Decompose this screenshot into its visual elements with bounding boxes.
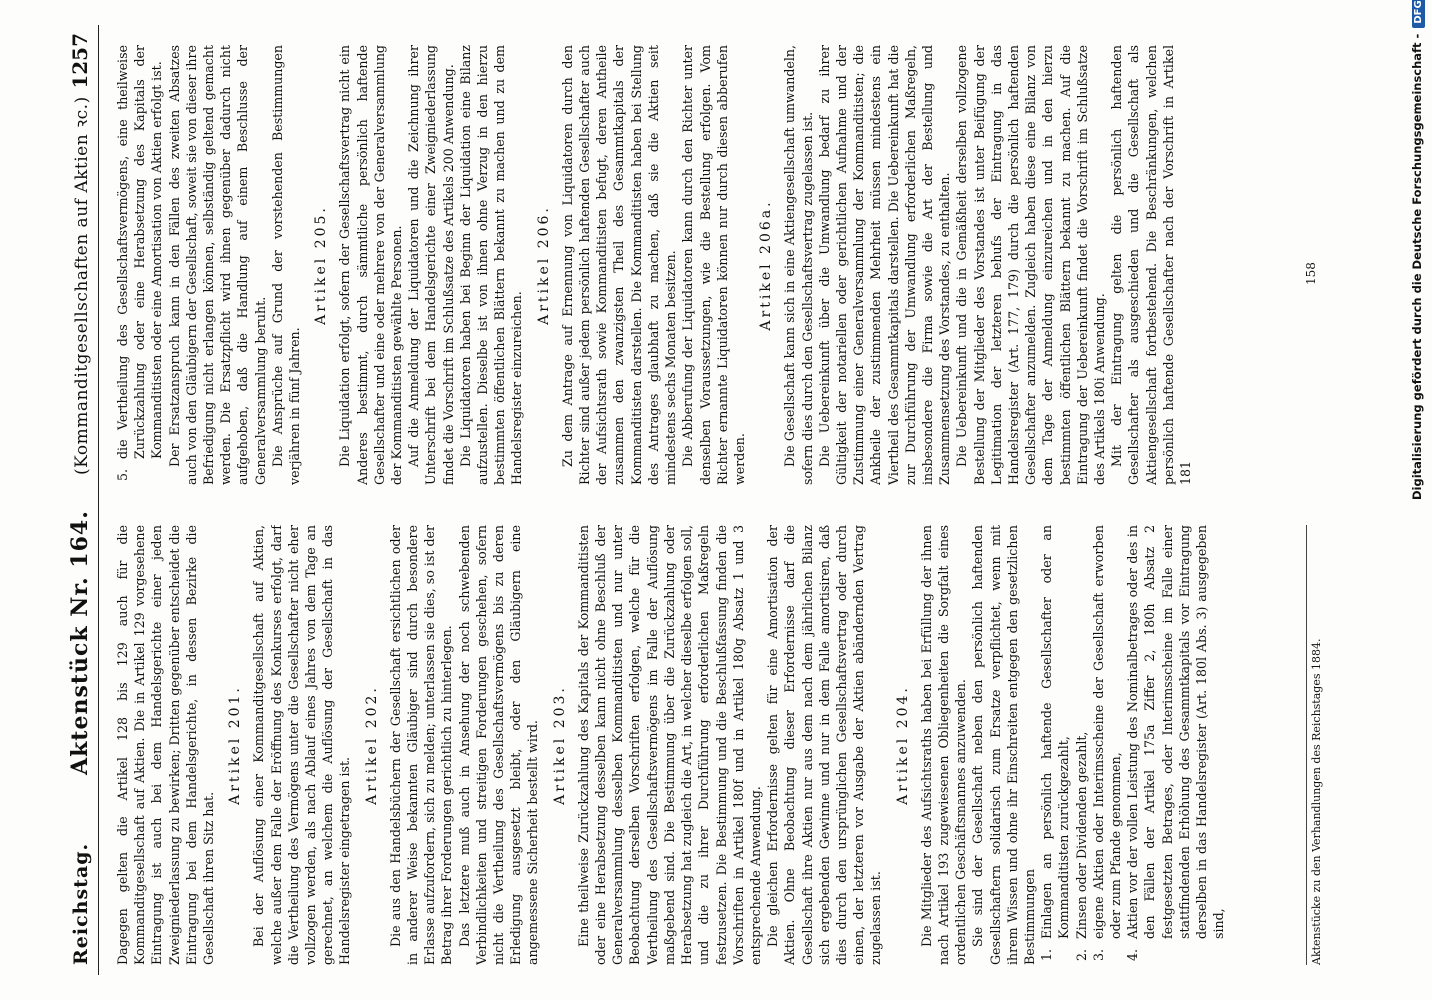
paragraph: Zu dem Antrage auf Ernennung von Liquidatoren durch den Richter sind außer jedem persönlich haftenden Gesellschafter auch der Aufsichtsrath sowie Kommanditisten befugt, deren Antheile zusammen den zwanzigsten Theil des Gesammtkapitals der Kommanditisten darstellen. Die Kommanditisten haben bei Stellung des Antrages glaubhaft zu machen, daß sie die Aktien seit mindestens sechs Monaten besitzen. [559,45,679,485]
paragraph: Der Ersatzanspruch kann in den Fällen des zweiten Absatzes auch von den Gläubigern der Gesellschaft, soweit sie von dieser ihre Befriedigung nicht erlangen können, selbständig geltend gemacht werden. Die Ersatzpflicht wird ihnen gegenüber dadurch nicht aufgehoben, daß die Handlung auf einem Beschlusse der Generalversammlung beruht. [166,45,268,485]
signature-mark: 158 [1304,262,1318,285]
article-heading: Artikel 202. [363,685,380,805]
scanned-page [40,25,1340,975]
article-heading: Artikel 206a. [758,199,775,331]
article-heading: Artikel 203. [551,685,568,805]
list-number: 1. [1039,948,1055,961]
paragraph: Die Mitglieder des Aufsichtsraths haben bei Erfüllung der ihnen nach Artikel 193 zugewiesenen Obliegenheiten die Sorgfalt eines ordentlichen Geschäftsmannes anzuwenden. [918,525,969,965]
header-right: (Kommanditgesellschaften auf Aktien ꝛc.) [72,96,92,475]
list-number: 3. [1090,948,1106,961]
paragraph: Sie sind der Gesellschaft neben den persönlich haftenden Gesellschaftern solidarisch zum Ersatze verpflichtet, wenn mit ihrem Wissen und ohne ihr Einschreiten entgegen den gesetzlichen Bestimmungen [970,525,1037,965]
paragraph: Eine theilweise Zurückzahlung des Kapitals der Kommanditisten oder eine Herabsetzung desselben kann nicht ohne Beschluß der Generalversammlung desselben Kommanditisten und nur unter Beobachtung derselben Vorschriften erfolgen, welche für die Vertheilung des Gesellschaftsvermögens im Falle der Auflösung maßgebend sind. Die Bestimmung über die Zurückzahlung oder Herabsetzung hat zugleich die Art, in welcher dieselbe erfolgen soll, und die zu ihrer Durchführung erforderlichen Maßregeln festzusetzen. Die Bestimmung und die Beschlußfassung finden die Vorschriften in Artikel 180f und in Artikel 180g Absatz 1 und 3 entsprechende Anwendung. [575,525,763,965]
list-number: 5. [115,468,130,481]
paragraph: Auf die Anmeldung der Liquidatoren und die Zeichnung ihrer Unterschrift bei dem Handelsgerichte einer Zweigniederlassung findet die Vorschrift im Schlußsatze des Artikels 200 Anwendung. [406,45,456,485]
article-heading: Artikel 201. [227,685,244,805]
side-note-text [1410,0,1425,500]
paragraph: Die Gesellschaft kann sich in eine Aktiengesellschaft umwandeln, sofern dies durch den Gesellschaftsvertrag zugelassen ist. [782,45,815,485]
list-text: die Vertheilung des Gesellschaftsvermögens, eine theilweise Zurückzahlung oder eine Herabsetzung des Kapitals der Kommanditisten oder eine Amortisation von Aktien erfolgt ist. [115,45,165,459]
header-center: Aktenstück Nr. 164. [67,510,93,775]
list-item [1124,525,1227,965]
paragraph: Die Abberufung der Liquidatoren kann durch den Richter unter denselben Voraussetzungen, wie die Bestellung erfolgen. Vom Richter ernannte Liquidatoren können nur durch diesen abberufen werden. [680,45,747,485]
paragraph: Mit der Eintragung gelten die persönlich haftenden Gesellschafter als ausgeschieden und die Gesellschaft als Aktiengesellschaft fortbestehend. Die Beschränkungen, welchen persönlich haftende Gesellschafter nach der Vorschrift in Artikel 181 [1109,45,1193,485]
article-heading: Artikel 206. [535,205,552,325]
paragraph: Die Liquidatoren haben bei Beginn der Liquidation eine Bilanz aufzustellen. Dieselbe ist von ihnen ohne Verzug in den hierzu bestimmten öffentlichen Blättern bekannt zu machen und zu dem Handelsregister einzureichen. [457,45,525,485]
left-column [114,525,1304,965]
list-text: eigene Aktien oder Interimsscheine der Gesellschaft erworben oder zum Pfande genommen, [1090,525,1123,939]
article-heading: Artikel 205. [313,205,330,325]
list-text: Einlagen an persönlich haftende Gesellschafter oder an Kommanditisten zurückgezahlt, [1039,525,1072,939]
header-left: Reichstag. [70,842,92,965]
article-heading: Artikel 204. [894,685,911,805]
right-column [114,45,1304,485]
list-item [1073,525,1090,965]
numbered-list [114,45,166,485]
paragraph: Bei der Auflösung einer Kommanditgesellschaft auf Aktien, welche außer dem Falle der Eröffnung des Konkurses erfolgt, darf die Vertheilung des Vermögens unter die Gesellschafter nicht eher vollzogen werden, als nach Ablauf eines Jahres von dem Tage an gerechnet, an welchem die Auflösung der Gesellschaft in das Handelsregister eingetragen ist. [251,525,353,965]
page-number: 1257 [68,33,92,89]
dfg-logo: DFG [1412,0,1425,28]
digitization-credit: Digitalisierung gefördert durch die Deutsche Forschungsgemeinschaft - [1410,33,1424,500]
list-text: Aktien vor der vollen Leistung des Nominalbetrages oder des in den Fällen der Artikel 175a Ziffer 2, 180h Absatz 2 festgesetzten Betrages, oder Interimsscheine im Falle einer stattfindenden Erhöhung des Gesammtkapitals vor Eintragung derselben in das Handelsregister (Art. 180l Abs. 3) ausgegeben sind, [1125,525,1227,939]
list-number: 2. [1073,948,1089,961]
paragraph: Dagegen gelten die Artikel 128 bis 129 auch für die Kommanditgesellschaft auf Aktien. Die in Artikel 129 vorgesehene Eintragung ist auch bei dem Handelsgerichte einer jeden Zweigniederlassung zu bewirken; Dritten gegenüber entscheidet die Eintragung bei dem Handelsgerichte, in dessen Bezirke die Gesellschaft ihren Sitz hat. [115,525,217,965]
paragraph: Die Ansprüche auf Grund der vorstehenden Bestimmungen verjähren in fünf Jahren. [269,45,303,485]
list-item [114,45,166,485]
page-header [58,25,99,975]
paragraph: Das letztere muß auch in Ansehung der noch schwebenden Verbindlichkeiten und streitigen Forderungen geschehen, sofern nicht die Vertheilung des Gesellschaftsvermögens bis zu deren Erledigung ausgesetzt bleibt, oder den Gläubigern eine angemessene Sicherheit bestellt wird. [456,525,541,965]
list-item [1090,525,1124,965]
paragraph: Die Uebereinkunft und die in Gemäßheit derselben vollzogene Bestellung der Mitglieder des Vorstandes ist unter Beifügung der Legitimation der letzteren behufs der Eintragung in das Handelsregister (Art. 177, 179) durch die persönlich haftenden Gesellschafter anzumelden. Zugleich haben diese eine Bilanz von dem Tage der Anmeldung einzureichen und in den hierzu bestimmten öffentlichen Blättern bekannt zu machen. Auf die Eintragung der Uebereinkunft findet die Vorschrift im Schlußsatze des Artikels 180i Anwendung. [954,45,1107,485]
paragraph: Die gleichen Erfordernisse gelten für eine Amortisation der Aktien. Ohne Beobachtung dieser Erfordernisse darf die Gesellschaft ihre Aktien nur aus dem nach dem jährlichen Bilanz sich ergebenden Gewinne und nur in dem Falle amortisiren, daß dies durch den ursprünglichen Gesellschaftsvertrag oder durch einen, der letzteren vor Ausgabe der Aktien abändernden Vertrag zugelassen ist. [765,525,884,965]
list-number: 4. [1125,948,1141,961]
paragraph: Die Liquidation erfolgt, sofern der Gesellschaftsvertrag nicht ein Anderes bestimmt, durch sämmtliche persönlich haftende Gesellschafter und eine oder mehrere von der Generalversammlung der Kommanditisten gewählte Personen. [337,45,405,485]
list-text: Zinsen oder Dividenden gezahlt, [1073,731,1089,939]
footnote: Aktenstücke zu den Verhandlungen des Reichstages 1884. [1306,525,1323,965]
numbered-list [1038,525,1227,965]
paragraph: Die aus den Handelsbüchern der Gesellschaft ersichtlichen oder in anderer Weise bekannten Gläubiger sind durch besondere Erlasse aufzufordern, sich zu melden; unterlassen sie dies, so ist der Betrag ihrer Forderungen gerichtlich zu hinterlegen. [387,525,455,965]
paragraph: Die Uebereinkunft über die Umwandlung bedarf zu ihrer Gültigkeit der notariellen oder gerichtlichen Aufnahme und der Zustimmung einer Generalversammlung der Kommanditisten; die Ankheile der zustimmenden Mehrheit müssen mindestens ein Viertheil des Gesammtkapitals darstellen. Die Uebereinkunft hat die zur Durchführung der Umwandlung erforderlichen Maßregeln, insbesondere die Firma sowie die Art der Bestellung und Zusammensetzung des Vorstandes, zu enthalten. [816,45,953,485]
list-item [1038,525,1072,965]
